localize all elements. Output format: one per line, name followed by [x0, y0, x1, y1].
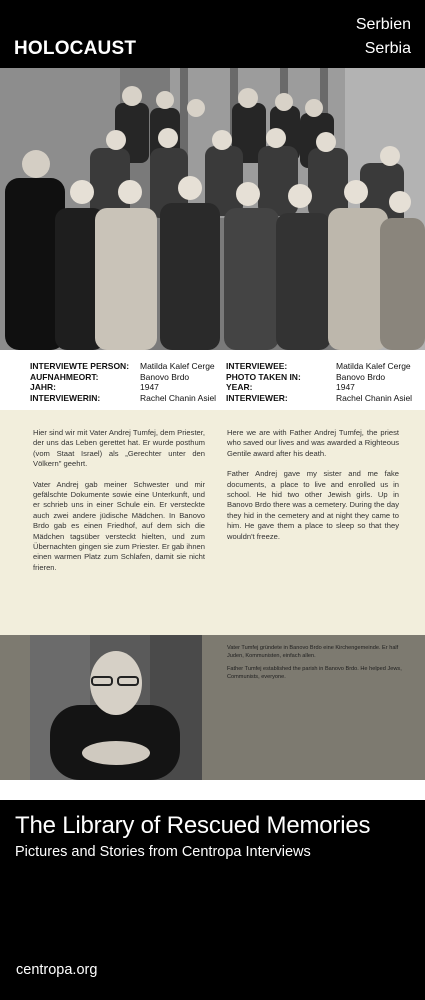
portrait-strip: [0, 635, 425, 780]
group-photo-illustration: [0, 68, 425, 350]
caption-en: Father Tumfej established the parish in Banovo Brdo. He helped Jews, Communists, everyone.: [227, 666, 402, 680]
meta-label: INTERVIEWERIN:: [30, 392, 101, 403]
meta-value: 1947: [140, 382, 159, 392]
meta-value: Banovo Brdo: [140, 371, 190, 382]
meta-value: Rachel Chanin Asiel: [140, 392, 217, 403]
meta-values-en: [336, 361, 412, 403]
story-text-de: [33, 428, 205, 583]
footer: [0, 800, 425, 1000]
story-paragraph: Hier sind wir mit Vater Andrej Tumfej, dem Priester, der uns das Leben gerettet hat. Er wurde posthum (vom Staat Israel) als „Gerechter unter den Völkern" geehrt.: [33, 428, 205, 469]
country-label-en: Serbia: [364, 40, 411, 57]
meta-label: YEAR:: [226, 382, 253, 392]
meta-label: PHOTO TAKEN IN:: [226, 371, 301, 382]
story-paragraph: Father Andrej gave my sister and me fake documents, a place to live and enrolled us in school. He hid two other Jewish girls. Up in Banovo Brdo there was a cemetery. During the day they hid in the cemetery and at night they came to him. He gave them a place to sleep so that they wouldn't freeze.: [227, 469, 399, 541]
meta-label: JAHR:: [30, 382, 56, 392]
meta-label: INTERVIEWER:: [226, 392, 288, 403]
website-link[interactable]: centropa.org: [16, 962, 98, 978]
meta-label: INTERVIEWEE:: [226, 361, 288, 371]
library-subtitle: Pictures and Stories from Centropa Interviews: [15, 844, 311, 860]
meta-value: Banovo Brdo: [336, 371, 386, 382]
meta-values-de: [140, 361, 216, 403]
caption-de: Vater Tumfej gründete in Banovo Brdo eine Kirchengemeinde. Er half Juden, Kommunisten, einfach allen.: [227, 645, 399, 659]
meta-value: Matilda Kalef Cerge: [140, 361, 215, 371]
country-label-de: Serbien: [355, 16, 411, 33]
meta-label: INTERVIEWTE PERSON:: [30, 361, 130, 371]
meta-labels-de: [30, 361, 129, 403]
meta-value: Matilda Kalef Cerge: [336, 361, 411, 371]
story-section: [0, 410, 425, 635]
priest-portrait-illustration: [30, 635, 202, 780]
interview-metadata: [0, 350, 425, 410]
priest-portrait-photo: [30, 635, 202, 780]
story-paragraph: Vater Andrej gab meiner Schwester und mir gefälschte Dokumente sowie eine Unterkunft, und er schrieb uns in einer Schule ein. Er versteckte auch zwei andere jüdische Mädchen. In Banovo Brdo gab es einen Friedhof, auf dem sich die Mädchen tagsüber versteckt hielten, und zum Übernachten gingen sie zum Priester. Er gab ihnen einen warmen Platz zum Schlafen, damit sie nicht frieren.: [33, 479, 205, 572]
meta-label: AUFNAHMEORT:: [30, 371, 99, 382]
portrait-caption: [227, 645, 413, 687]
meta-value: 1947: [336, 382, 355, 392]
divider-band: [0, 780, 425, 800]
meta-labels-en: [226, 361, 301, 403]
library-title: The Library of Rescued Memories: [15, 812, 371, 839]
meta-value: Rachel Chanin Asiel: [336, 392, 413, 403]
story-text-en: [227, 428, 399, 552]
group-photo: [0, 68, 425, 350]
page-title: HOLOCAUST: [14, 38, 137, 59]
story-paragraph: Here we are with Father Andrej Tumfej, the priest who saved our lives and was awarded a Righteous Gentile award after his death.: [227, 428, 399, 458]
header-bar: [0, 0, 425, 68]
